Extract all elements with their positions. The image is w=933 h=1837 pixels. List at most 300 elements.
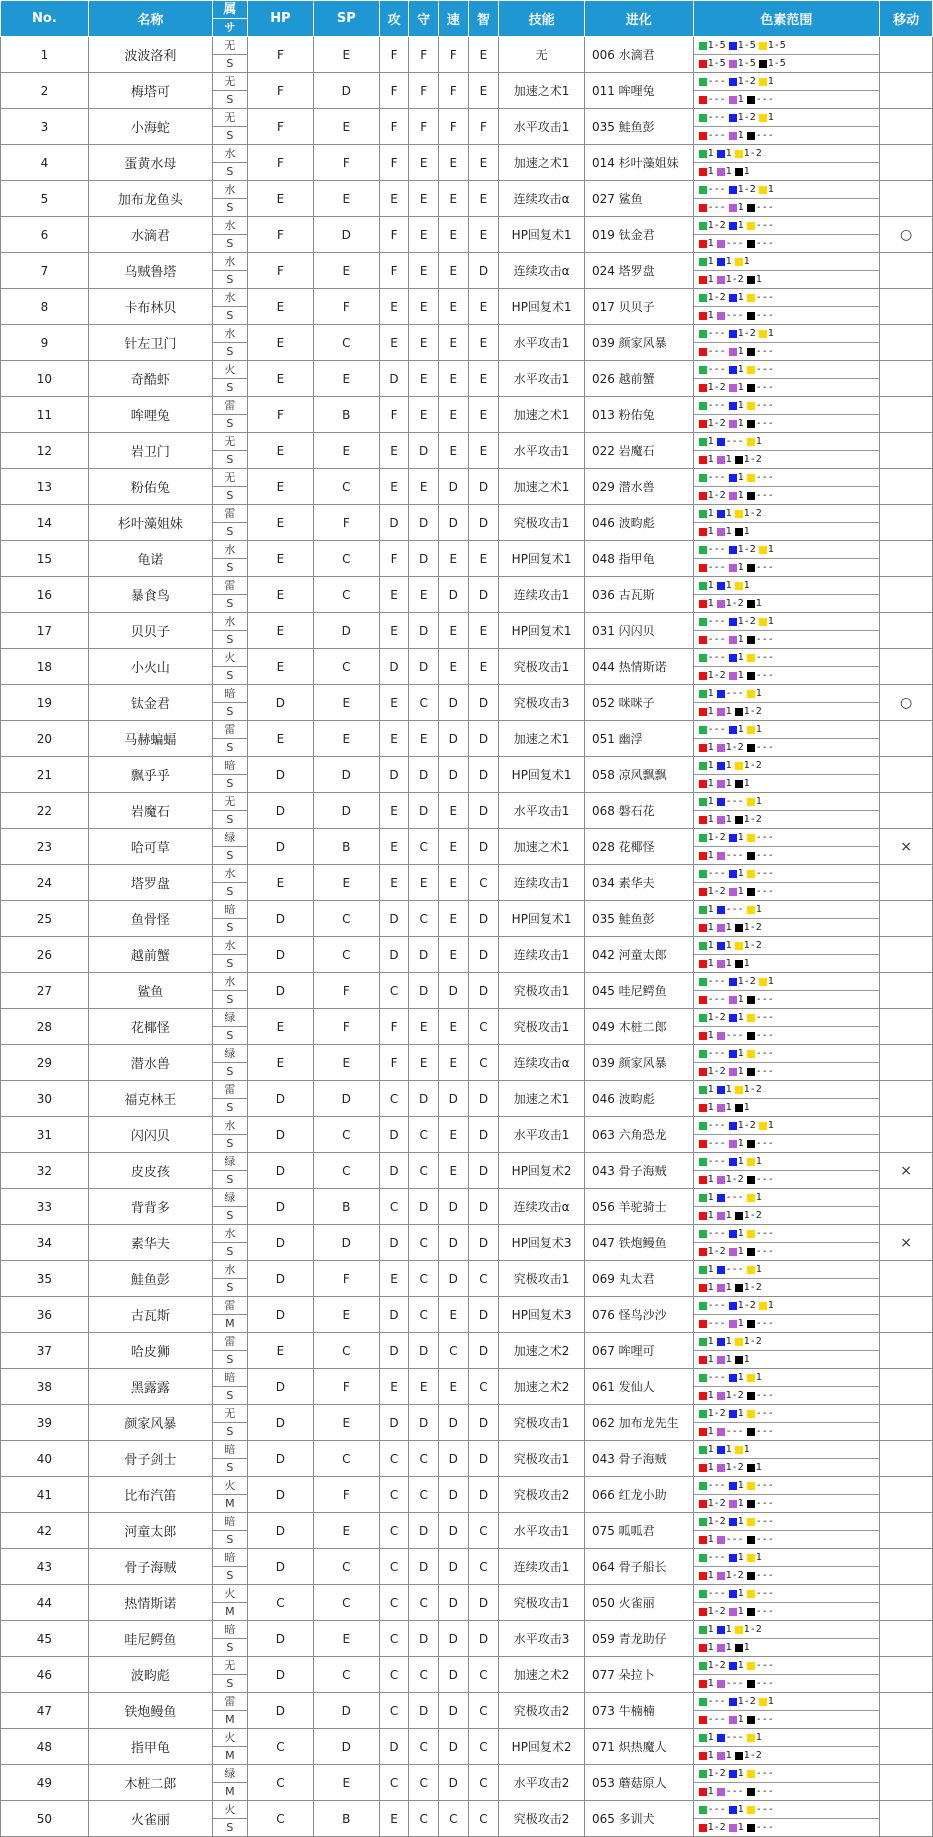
color-swatch xyxy=(729,1014,737,1022)
cell-int: C xyxy=(468,1045,499,1081)
table-row xyxy=(1,829,933,865)
cell-attr xyxy=(212,1333,247,1369)
cell-move xyxy=(880,541,933,577)
color-swatch xyxy=(699,1338,707,1346)
color-range-line xyxy=(694,1117,880,1135)
color-range-value: --- xyxy=(725,310,744,321)
color-range-value: 1 xyxy=(737,472,744,483)
color-range-line xyxy=(694,451,880,468)
color-range-line xyxy=(694,811,880,828)
color-range-value: 1 xyxy=(737,1516,744,1527)
color-range-value: 1 xyxy=(737,1408,744,1419)
color-range-value: 1-2 xyxy=(707,220,726,231)
color-range-line xyxy=(694,613,880,631)
cell-sp: F xyxy=(313,1369,379,1405)
color-swatch xyxy=(747,726,755,734)
cell-no: 40 xyxy=(1,1441,89,1477)
cell-atk: C xyxy=(379,1621,409,1657)
color-range-value: --- xyxy=(707,1804,726,1815)
cell-int: D xyxy=(468,937,499,973)
color-swatch xyxy=(735,1644,743,1652)
header-spd: 速 xyxy=(438,1,468,37)
cell-evolve: 059 青龙助仔 xyxy=(584,1621,693,1657)
color-swatch xyxy=(717,1734,725,1742)
color-range-value: 1 xyxy=(725,778,732,789)
color-range-value: --- xyxy=(755,202,774,213)
cell-attr xyxy=(212,217,247,253)
cell-skill: 连续攻击1 xyxy=(499,577,585,613)
color-range-value: 1-2 xyxy=(707,1066,726,1077)
cell-spd: E xyxy=(438,829,468,865)
color-range-value: --- xyxy=(707,724,726,735)
color-range-value: 1 xyxy=(743,958,750,969)
color-swatch xyxy=(729,1662,737,1670)
cell-int: E xyxy=(468,325,499,361)
cell-atk: E xyxy=(379,721,409,757)
color-swatch xyxy=(717,150,725,158)
color-swatch xyxy=(729,1068,737,1076)
color-range-value: 1 xyxy=(725,1210,732,1221)
attr-element: 雷 xyxy=(213,1297,247,1315)
cell-skill: 无 xyxy=(499,37,585,73)
cell-def: C xyxy=(409,1477,439,1513)
cell-hp: E xyxy=(247,1333,313,1369)
color-swatch xyxy=(699,276,707,284)
cell-color-range xyxy=(693,505,880,541)
cell-atk: D xyxy=(379,1333,409,1369)
cell-no: 10 xyxy=(1,361,89,397)
cell-evolve: 027 鲨鱼 xyxy=(584,181,693,217)
color-range-value: 1 xyxy=(755,796,762,807)
color-swatch xyxy=(699,1770,707,1778)
color-swatch xyxy=(699,1104,707,1112)
color-swatch xyxy=(699,42,707,50)
cell-atk: D xyxy=(379,901,409,937)
color-range-value: --- xyxy=(725,850,744,861)
header-hp: HP xyxy=(247,1,313,37)
cell-no: 44 xyxy=(1,1585,89,1621)
cell-spd: D xyxy=(438,973,468,1009)
cell-spd: E xyxy=(438,1045,468,1081)
table-row xyxy=(1,1621,933,1657)
table-row xyxy=(1,1261,933,1297)
color-swatch xyxy=(717,1266,725,1274)
color-range-line xyxy=(694,1369,880,1387)
color-swatch xyxy=(699,816,707,824)
color-range-value: 1 xyxy=(737,382,744,393)
color-range-line xyxy=(694,433,880,451)
cell-hp: E xyxy=(247,289,313,325)
color-range-value: 1 xyxy=(725,1282,732,1293)
cell-hp: D xyxy=(247,937,313,973)
header-def: 守 xyxy=(409,1,439,37)
color-swatch xyxy=(729,1410,737,1418)
color-swatch xyxy=(759,60,767,68)
color-swatch xyxy=(699,384,707,392)
cell-name: 鱼骨怪 xyxy=(88,901,212,937)
color-swatch xyxy=(717,1338,725,1346)
color-range-value: --- xyxy=(755,1516,774,1527)
color-range-value: 1-2 xyxy=(737,976,756,987)
cell-name: 哇尼鳄鱼 xyxy=(88,1621,212,1657)
cell-color-range xyxy=(693,649,880,685)
color-swatch xyxy=(717,1752,725,1760)
cell-skill: HP回复术1 xyxy=(499,901,585,937)
attr-element: 绿 xyxy=(213,1189,247,1207)
color-swatch xyxy=(747,96,755,104)
cell-evolve: 039 颜家风暴 xyxy=(584,1045,693,1081)
color-range-value: 1 xyxy=(737,1372,744,1383)
cell-move xyxy=(880,757,933,793)
cell-skill: HP回复术1 xyxy=(499,541,585,577)
attr-element: 雷 xyxy=(213,1081,247,1099)
cell-attr xyxy=(212,937,247,973)
color-range-value: --- xyxy=(707,634,726,645)
cell-int: C xyxy=(468,1549,499,1585)
color-range-value: 1 xyxy=(707,166,714,177)
color-range-value: 1-2 xyxy=(743,706,762,717)
color-swatch xyxy=(699,1500,707,1508)
color-range-value: 1-2 xyxy=(707,1408,726,1419)
color-range-value: 1 xyxy=(755,1192,762,1203)
color-range-value: 1 xyxy=(737,1768,744,1779)
cell-int: D xyxy=(468,253,499,289)
table-row xyxy=(1,1513,933,1549)
cell-atk: F xyxy=(379,541,409,577)
color-swatch xyxy=(747,1824,755,1832)
color-swatch xyxy=(747,132,755,140)
color-swatch xyxy=(747,1788,755,1796)
attr-element: 水 xyxy=(213,289,247,307)
cell-color-range xyxy=(693,1549,880,1585)
color-range-line xyxy=(694,199,880,216)
cell-spd: E xyxy=(438,793,468,829)
color-swatch xyxy=(729,1500,737,1508)
color-range-value: 1 xyxy=(737,1714,744,1725)
cell-color-range xyxy=(693,937,880,973)
table-row xyxy=(1,757,933,793)
cell-move xyxy=(880,973,933,1009)
cell-hp: E xyxy=(247,1009,313,1045)
attr-size: M xyxy=(225,1713,235,1726)
cell-attr xyxy=(212,757,247,793)
cell-hp: E xyxy=(247,541,313,577)
color-swatch xyxy=(699,1626,707,1634)
cell-name: 骨子剑士 xyxy=(88,1441,212,1477)
attr-element: 水 xyxy=(213,1225,247,1243)
color-range-value: --- xyxy=(707,472,726,483)
color-range-value: 1 xyxy=(707,1462,714,1473)
cell-sp: E xyxy=(313,1045,379,1081)
color-swatch xyxy=(699,132,707,140)
cell-evolve: 053 蘑菇原人 xyxy=(584,1765,693,1801)
attr-size: S xyxy=(226,237,234,250)
color-swatch xyxy=(747,1050,755,1058)
cell-no: 42 xyxy=(1,1513,89,1549)
color-range-line xyxy=(694,883,880,900)
color-range-line xyxy=(694,505,880,523)
color-range-value: --- xyxy=(725,436,744,447)
color-range-value: 1 xyxy=(725,508,732,519)
color-swatch xyxy=(747,1230,755,1238)
cell-def: D xyxy=(409,1081,439,1117)
cell-sp: C xyxy=(313,1585,379,1621)
color-range-value: 1 xyxy=(737,1588,744,1599)
color-swatch xyxy=(747,1266,755,1274)
color-swatch xyxy=(717,708,725,716)
attr-element: 绿 xyxy=(213,1765,247,1783)
color-range-value: 1 xyxy=(767,112,774,123)
color-range-value: 1-2 xyxy=(725,742,744,753)
color-range-value: --- xyxy=(725,238,744,249)
color-range-value: 1 xyxy=(767,616,774,627)
cell-skill: 连续攻击α xyxy=(499,253,585,289)
cell-hp: D xyxy=(247,685,313,721)
color-swatch xyxy=(759,1302,767,1310)
cell-move xyxy=(880,1333,933,1369)
attr-size: S xyxy=(226,1137,234,1150)
cell-skill: HP回复术2 xyxy=(499,1153,585,1189)
color-range-value: 1 xyxy=(707,310,714,321)
cell-def: F xyxy=(409,37,439,73)
color-range-value: 1 xyxy=(725,166,732,177)
color-range-value: 1 xyxy=(767,544,774,555)
cell-skill: 连续攻击1 xyxy=(499,937,585,973)
cell-name: 岩魔石 xyxy=(88,793,212,829)
color-range-value: 1-2 xyxy=(707,418,726,429)
color-range-value: 1-2 xyxy=(737,112,756,123)
table-row xyxy=(1,973,933,1009)
color-range-value: 1-2 xyxy=(725,1390,744,1401)
cell-atk: C xyxy=(379,1549,409,1585)
cell-name: 鮭鱼彭 xyxy=(88,1261,212,1297)
attr-size: S xyxy=(226,1245,234,1258)
cell-sp: E xyxy=(313,1405,379,1441)
cell-move xyxy=(880,1693,933,1729)
cell-sp: F xyxy=(313,1009,379,1045)
cell-spd: D xyxy=(438,1261,468,1297)
cell-move xyxy=(880,1045,933,1081)
color-range-value: 1 xyxy=(707,796,714,807)
color-swatch xyxy=(747,240,755,248)
color-swatch xyxy=(729,78,737,86)
color-range-value: 1-2 xyxy=(707,382,726,393)
color-swatch xyxy=(699,942,707,950)
color-swatch xyxy=(717,780,725,788)
attr-element: 雷 xyxy=(213,721,247,739)
color-range-value: 1 xyxy=(767,976,774,987)
cell-def: C xyxy=(409,901,439,937)
color-swatch xyxy=(717,1356,725,1364)
cell-move: × xyxy=(880,829,933,865)
color-range-value: 1 xyxy=(707,580,714,591)
cell-name: 梅塔可 xyxy=(88,73,212,109)
cell-int: E xyxy=(468,289,499,325)
cell-skill: 加速之术1 xyxy=(499,829,585,865)
cell-no: 19 xyxy=(1,685,89,721)
color-swatch xyxy=(699,1536,707,1544)
cell-hp: D xyxy=(247,1225,313,1261)
cell-hp: E xyxy=(247,649,313,685)
cell-attr xyxy=(212,577,247,613)
cell-int: D xyxy=(468,793,499,829)
color-swatch xyxy=(747,690,755,698)
color-range-line xyxy=(694,685,880,703)
color-range-value: --- xyxy=(755,472,774,483)
color-range-value: 1-2 xyxy=(743,760,762,771)
color-swatch xyxy=(729,1320,737,1328)
color-range-value: 1 xyxy=(737,1660,744,1671)
color-swatch xyxy=(747,1482,755,1490)
cell-int: E xyxy=(468,361,499,397)
cell-sp: F xyxy=(313,145,379,181)
cell-evolve: 075 呱呱君 xyxy=(584,1513,693,1549)
table-row xyxy=(1,397,933,433)
cell-no: 9 xyxy=(1,325,89,361)
color-swatch xyxy=(699,798,707,806)
cell-no: 3 xyxy=(1,109,89,145)
color-range-value: 1 xyxy=(737,1246,744,1257)
table-row xyxy=(1,145,933,181)
color-range-value: --- xyxy=(755,886,774,897)
attr-element: 火 xyxy=(213,361,247,379)
cell-hp: D xyxy=(247,901,313,937)
color-range-value: 1 xyxy=(767,1120,774,1131)
attr-size: S xyxy=(226,489,234,502)
cell-attr xyxy=(212,1045,247,1081)
cell-move xyxy=(880,37,933,73)
attr-element: 暗 xyxy=(213,1549,247,1567)
cell-atk: F xyxy=(379,1009,409,1045)
cell-def: E xyxy=(409,865,439,901)
cell-evolve: 052 咪咪子 xyxy=(584,685,693,721)
color-swatch xyxy=(729,636,737,644)
table-row xyxy=(1,1585,933,1621)
color-swatch xyxy=(759,42,767,50)
attr-element: 火 xyxy=(213,1585,247,1603)
cell-attr xyxy=(212,1765,247,1801)
cell-hp: E xyxy=(247,613,313,649)
color-swatch xyxy=(729,1158,737,1166)
color-range-value: 1 xyxy=(755,436,762,447)
cell-evolve: 061 发仙人 xyxy=(584,1369,693,1405)
table-row xyxy=(1,1009,933,1045)
color-range-value: 1-2 xyxy=(743,1210,762,1221)
color-swatch xyxy=(699,1572,707,1580)
color-swatch xyxy=(717,690,725,698)
cell-skill: 究极攻击1 xyxy=(499,1441,585,1477)
color-range-value: --- xyxy=(707,544,726,555)
color-swatch xyxy=(699,366,707,374)
cell-hp: D xyxy=(247,1081,313,1117)
cell-atk: D xyxy=(379,649,409,685)
cell-int: C xyxy=(468,1261,499,1297)
table-row xyxy=(1,1369,933,1405)
cell-def: E xyxy=(409,1369,439,1405)
color-range-value: --- xyxy=(725,1678,744,1689)
color-range-value: 1 xyxy=(725,958,732,969)
color-range-value: --- xyxy=(725,1426,744,1437)
cell-hp: E xyxy=(247,577,313,613)
cell-hp: F xyxy=(247,73,313,109)
cell-int: E xyxy=(468,649,499,685)
cell-no: 13 xyxy=(1,469,89,505)
cell-def: E xyxy=(409,1045,439,1081)
color-range-value: --- xyxy=(755,382,774,393)
cell-sp: D xyxy=(313,217,379,253)
color-range-line xyxy=(694,1459,880,1476)
cell-atk: C xyxy=(379,1513,409,1549)
attr-size: S xyxy=(226,309,234,322)
cell-def: E xyxy=(409,577,439,613)
color-range-value: 1 xyxy=(755,724,762,735)
cell-int: D xyxy=(468,1081,499,1117)
attr-size: S xyxy=(226,1461,234,1474)
cell-attr xyxy=(212,505,247,541)
color-swatch xyxy=(699,258,707,266)
cell-int: C xyxy=(468,1009,499,1045)
color-swatch xyxy=(735,942,743,950)
table-row xyxy=(1,1657,933,1693)
cell-color-range xyxy=(693,613,880,649)
cell-no: 28 xyxy=(1,1009,89,1045)
cell-hp: D xyxy=(247,829,313,865)
cell-hp: E xyxy=(247,181,313,217)
cell-skill: HP回复术3 xyxy=(499,1225,585,1261)
color-range-line xyxy=(694,163,880,180)
color-swatch xyxy=(717,1536,725,1544)
color-swatch xyxy=(735,780,743,788)
color-range-value: 1 xyxy=(707,1192,714,1203)
cell-atk: D xyxy=(379,505,409,541)
cell-color-range xyxy=(693,1225,880,1261)
cell-name: 波畇彪 xyxy=(88,1657,212,1693)
cell-color-range xyxy=(693,1585,880,1621)
color-swatch xyxy=(699,78,707,86)
color-swatch xyxy=(699,1050,707,1058)
color-swatch xyxy=(735,510,743,518)
color-range-value: --- xyxy=(755,1138,774,1149)
color-range-value: 1 xyxy=(725,1084,732,1095)
color-range-value: --- xyxy=(755,1606,774,1617)
color-swatch xyxy=(717,744,725,752)
cell-color-range xyxy=(693,1189,880,1225)
color-swatch xyxy=(729,204,737,212)
color-swatch xyxy=(699,564,707,572)
color-range-value: 1 xyxy=(707,688,714,699)
color-range-value: 1 xyxy=(737,868,744,879)
color-range-line xyxy=(694,1297,880,1315)
cell-sp: E xyxy=(313,37,379,73)
cell-hp: D xyxy=(247,1513,313,1549)
cell-def: D xyxy=(409,1405,439,1441)
attr-element: 暗 xyxy=(213,1621,247,1639)
color-range-line xyxy=(694,865,880,883)
cell-attr xyxy=(212,1477,247,1513)
color-range-line xyxy=(694,1513,880,1531)
cell-atk: F xyxy=(379,1045,409,1081)
cell-color-range xyxy=(693,1369,880,1405)
cell-def: D xyxy=(409,505,439,541)
cell-move xyxy=(880,1081,933,1117)
attr-size: S xyxy=(226,1677,234,1690)
cell-evolve: 036 古瓦斯 xyxy=(584,577,693,613)
table-row xyxy=(1,505,933,541)
color-swatch xyxy=(717,960,725,968)
color-swatch xyxy=(699,960,707,968)
table-row xyxy=(1,721,933,757)
color-swatch xyxy=(747,1032,755,1040)
